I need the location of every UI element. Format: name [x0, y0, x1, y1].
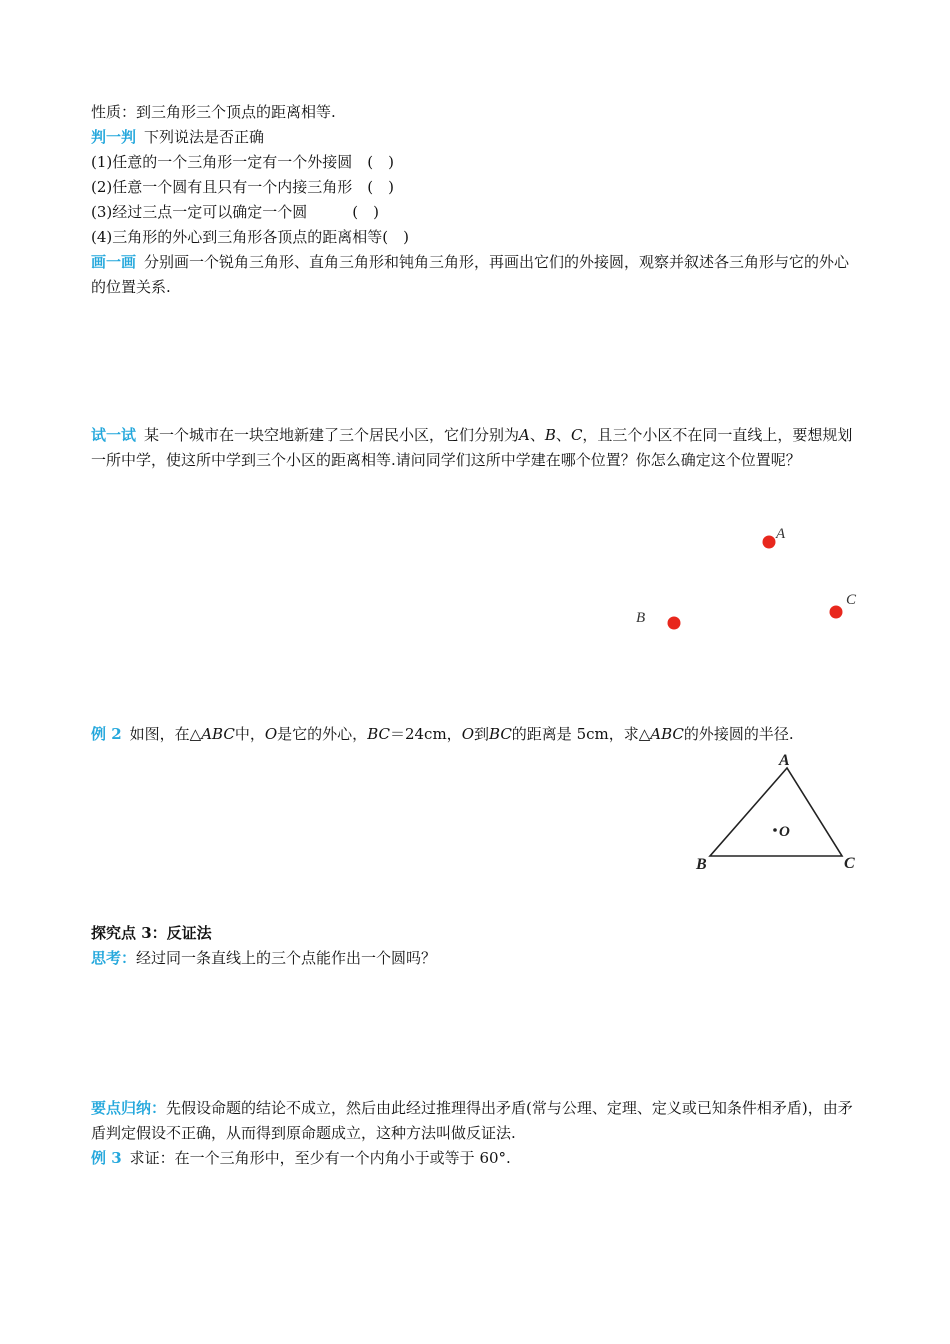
summary-label: 要点归纳：: [91, 1099, 167, 1117]
example2-text: [91, 724, 794, 744]
example2-o: O: [461, 725, 474, 743]
judge-item-2: (2)任意一个圆有且只有一个内接三角形 ( ): [91, 178, 394, 196]
judge-item-3: (3)经过三点一定可以确定一个圆 ( ): [91, 203, 379, 221]
section3-title: 探究点 3：反证法: [91, 924, 212, 942]
try-point-a: A: [519, 426, 530, 444]
summary-paragraph: [91, 1096, 861, 1146]
triangle-abc: [710, 768, 842, 856]
vertex-c-label: C: [844, 855, 855, 872]
judge-item-4: (4)三角形的外心到三角形各顶点的距离相等( ): [91, 228, 409, 246]
point-b-label: B: [636, 610, 646, 626]
center-o-dot: [773, 828, 777, 832]
example2-part: 如图，在△: [129, 725, 202, 743]
point-c-label: C: [846, 592, 857, 608]
example2-o: O: [264, 725, 278, 743]
try-sep-2: 、: [555, 426, 571, 444]
point-c-dot: [830, 606, 843, 619]
think-paragraph: [91, 948, 436, 968]
summary-text: 先假设命题的结论不成立，然后由此经过推理得出矛盾(常与公理、定理、定义或已知条件相矛盾)，由矛盾判定假设不正确，从而得到原命题成立，这种方法叫做反证法.: [91, 1099, 853, 1142]
try-label: 试一试: [91, 426, 137, 444]
example2-bc: BC: [367, 725, 390, 743]
judge-label: 判一判: [91, 128, 137, 146]
vertex-b-label: B: [696, 856, 707, 873]
try-point-b: B: [544, 426, 556, 444]
example3-label: 例 3: [91, 1149, 122, 1167]
judge-prompt: 下列说法是否正确: [144, 128, 265, 146]
try-text-a: 某一个城市在一块空地新建了三个居民小区，它们分别为: [144, 426, 520, 444]
point-a-label: A: [776, 526, 786, 542]
example2-label: 例 2: [91, 725, 122, 743]
try-text-b: ，且三个小区不在同一直线上，要想规划一所中学，使这所中学到三个小区的距离相等.请问同学们这所中学建在哪个位置？你怎么确定这个位置呢？: [91, 426, 853, 469]
example2-part: ＝24cm，: [389, 725, 462, 743]
draw-label: 画一画: [91, 253, 137, 271]
judge-item-1: (1)任意的一个三角形一定有一个外接圆 ( ): [91, 153, 394, 171]
example2-part: 中，: [234, 725, 265, 743]
draw-text: 分别画一个锐角三角形、直角三角形和钝角三角形，再画出它们的外接圆，观察并叙述各三角形与它的外心的位置关系.: [91, 253, 850, 296]
think-text: 经过同一条直线上的三个点能作出一个圆吗？: [136, 949, 437, 967]
example2-bc: BC: [489, 725, 512, 743]
draw-paragraph: [91, 250, 861, 300]
example2-abc: ABC: [650, 725, 684, 743]
example2-part: 的外接圆的半径.: [683, 725, 794, 743]
example3-paragraph: [91, 1148, 511, 1168]
try-sep-1: 、: [529, 426, 545, 444]
example2-part: 是它的外心，: [277, 725, 368, 743]
example2-part: 到: [474, 725, 490, 743]
think-label: 思考：: [91, 949, 137, 967]
center-o-label: O: [779, 824, 790, 840]
example2-abc: ABC: [201, 725, 235, 743]
try-point-c: C: [570, 426, 583, 444]
triangle-figure: [690, 742, 870, 877]
point-a-dot: [763, 536, 776, 549]
example3-text: 求证：在一个三角形中，至少有一个内角小于或等于 60°.: [129, 1149, 511, 1167]
points-figure: [620, 515, 870, 645]
example2-part: 的距离是 5cm，求△: [511, 725, 651, 743]
point-b-dot: [668, 617, 681, 630]
vertex-a-label: A: [779, 752, 790, 769]
judge-heading: [91, 127, 264, 147]
property-text: 性质：到三角形三个顶点的距离相等.: [91, 103, 336, 121]
try-paragraph: [91, 423, 861, 473]
